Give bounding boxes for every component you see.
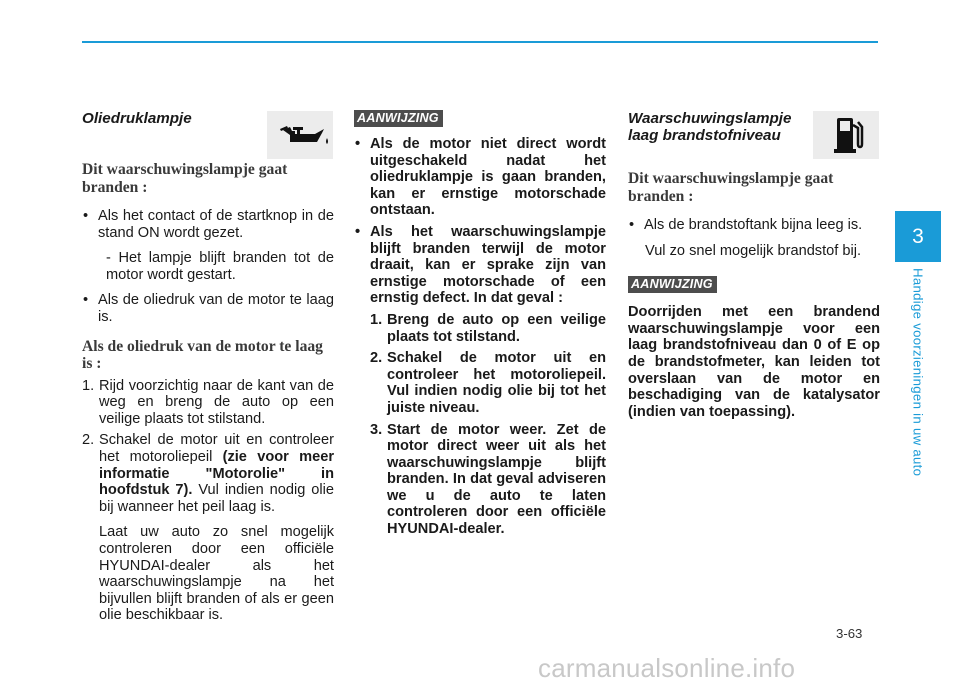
list-subitem: - Het lampje blijft branden tot de motor wordt gestart.	[106, 250, 334, 283]
step-text: Schakel de motor uit en controleer het motoroliepeil. Vul indien nodig olie bij tot het juiste niveau.	[387, 350, 606, 416]
step-item	[370, 312, 606, 345]
section-title: Oliedruklampje	[82, 110, 192, 127]
step-item	[370, 422, 606, 538]
oil-note-section	[354, 110, 606, 538]
list-item: • Als de brandstoftank bijna leeg is.	[628, 217, 880, 234]
list-item: • Als de motor niet direct wordt uitgeschakeld nadat het oliedruklampje is gaan branden, kan er ernstige motorschade ontstaan.	[354, 136, 606, 219]
section-title: Waarschuwingslampje	[628, 110, 792, 127]
step-text: Vul indien nodig olie bij wanneer het peil laag is.	[99, 482, 334, 515]
section-title: laag brandstofniveau	[628, 127, 781, 144]
subheading: Dit waarschuwingslampje gaat branden :	[82, 161, 288, 196]
paragraph: Vul zo snel mogelijk brandstof bij.	[645, 242, 862, 259]
step-reference: (zie voor meer informatie "Motorolie" in hoofdstuk 7).	[99, 448, 334, 499]
list-item: • Als het contact of de startknop in de stand ON wordt gezet.	[82, 208, 334, 241]
note-text: Doorrijden met een brandend waarschuwingslampje voor een laag brandstofniveau dan 0 of E op de brandstofmeter, kan leiden tot overslaan van de motor en beschadiging van de katalysator (indien van toepassing).	[628, 304, 880, 420]
step-item	[82, 432, 334, 515]
paragraph: Laat uw auto zo snel mogelijk controleren door een officiële HYUNDAI-dealer als het waarschuwingslampje na het bijvullen blijft branden of als er geen olie beschikbaar is.	[99, 524, 334, 624]
step-item	[370, 350, 606, 416]
step-number: 3.	[370, 421, 383, 438]
step-text: Start de motor weer. Zet de motor direct weer uit als het waarschuwingslampje blijft branden. In dat geval adviseren we u de auto te laten controleren door een officiële HYUNDAI-dealer.	[387, 421, 606, 538]
step-number: 2.	[82, 432, 95, 449]
subheading: Dit waarschuwingslampje gaat branden :	[628, 170, 834, 205]
step-text: Schakel de motor uit en controleer het motoroliepeil	[99, 432, 334, 465]
step-number: 1.	[370, 311, 383, 328]
step-number: 1.	[82, 377, 95, 394]
header-rule	[82, 41, 878, 43]
note-label: AANWIJZING	[354, 110, 443, 127]
step-item	[82, 378, 334, 428]
oil-pressure-section	[82, 110, 334, 624]
fuel-section	[628, 110, 880, 420]
page-number: 3-63	[836, 626, 863, 641]
list-item: • Als het waarschuwingslampje blijft branden terwijl de motor draait, kan er sprake zijn van ernstige motorschade of een ernstig defect. In dat geval :	[354, 224, 606, 307]
step-text: Rijd voorzichtig naar de kant van de weg en breng de auto op een veilige plaats tot stilstand.	[99, 377, 334, 427]
list-item: • Als de oliedruk van de motor te laag is.	[82, 292, 334, 325]
watermark: carmanualsonline.info	[538, 653, 796, 683]
step-text: Breng de auto op een veilige plaats tot stilstand.	[387, 311, 606, 345]
step-number: 2.	[370, 350, 383, 367]
chapter-tab: 3	[895, 211, 941, 262]
subheading: Als de oliedruk van de motor te laag is :	[82, 337, 323, 373]
note-label: AANWIJZING	[628, 276, 717, 293]
